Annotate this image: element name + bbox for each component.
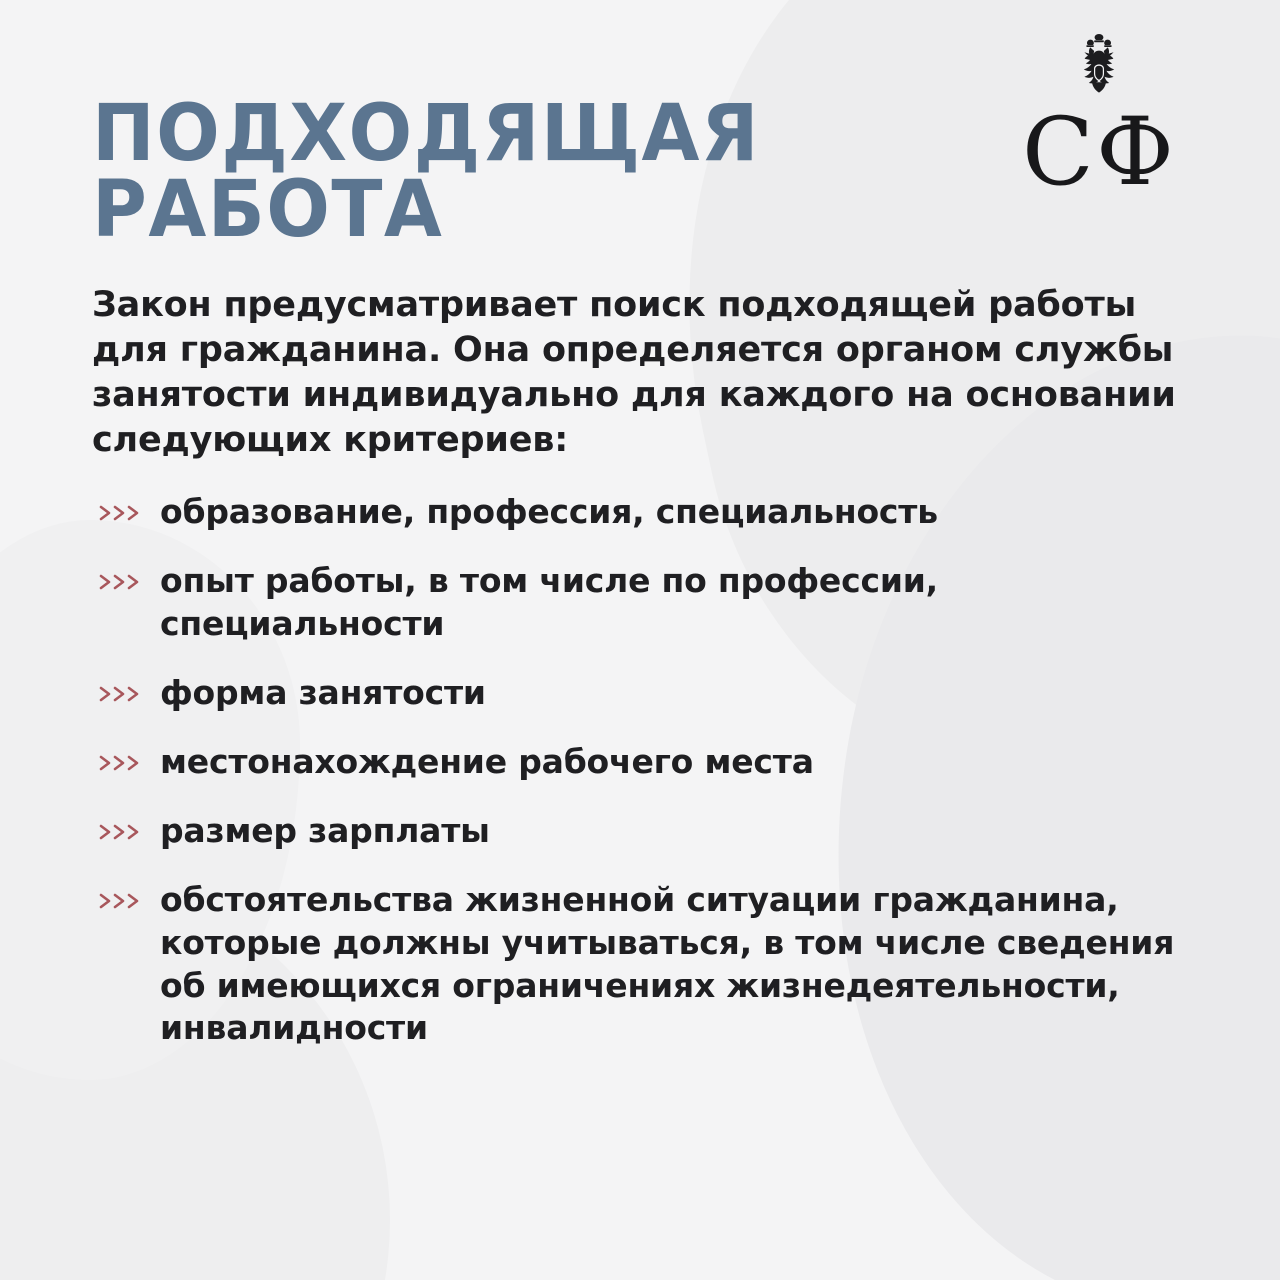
list-item	[92, 491, 1218, 534]
triple-chevron-icon	[98, 504, 160, 522]
logo-text: СФ	[1022, 98, 1176, 207]
triple-chevron-icon	[98, 754, 160, 772]
federation-council-logo	[984, 34, 1214, 207]
list-item	[92, 879, 1218, 1051]
intro-paragraph: Закон предусматривает поиск подходящей работы для гражданина. Она определяется органом службы занятости индивидуально для каждого на основании следующих критериев:	[92, 284, 1176, 461]
triple-chevron-icon	[98, 892, 160, 910]
list-item	[92, 741, 1218, 784]
double-headed-eagle-emblem-icon	[1066, 34, 1132, 108]
list-item-label: обстоятельства жизненной ситуации гражданина, которые должны учитываться, в том числе сведения об имеющихся ограничениях жизнедеятельности, инвалидности	[160, 879, 1175, 1048]
list-item	[92, 672, 1218, 715]
list-item-label: местонахождение рабочего места	[160, 742, 814, 781]
criteria-list	[92, 491, 1218, 1050]
list-item-label: форма занятости	[160, 673, 486, 713]
page-title-line-1: ПОДХОДЯЩАЯ	[92, 89, 761, 179]
page-title	[92, 89, 822, 256]
list-item	[92, 560, 1218, 646]
triple-chevron-icon	[98, 685, 160, 703]
list-item	[92, 810, 1218, 853]
list-item-label: образование, профессия, специальность	[160, 492, 938, 532]
list-item-label: размер зарплаты	[160, 810, 490, 850]
triple-chevron-icon	[98, 823, 160, 841]
page-title-line-2: РАБОТА	[92, 165, 444, 256]
list-item-label: опыт работы, в том числе по профессии, специальности	[160, 561, 939, 644]
triple-chevron-icon	[98, 573, 160, 591]
